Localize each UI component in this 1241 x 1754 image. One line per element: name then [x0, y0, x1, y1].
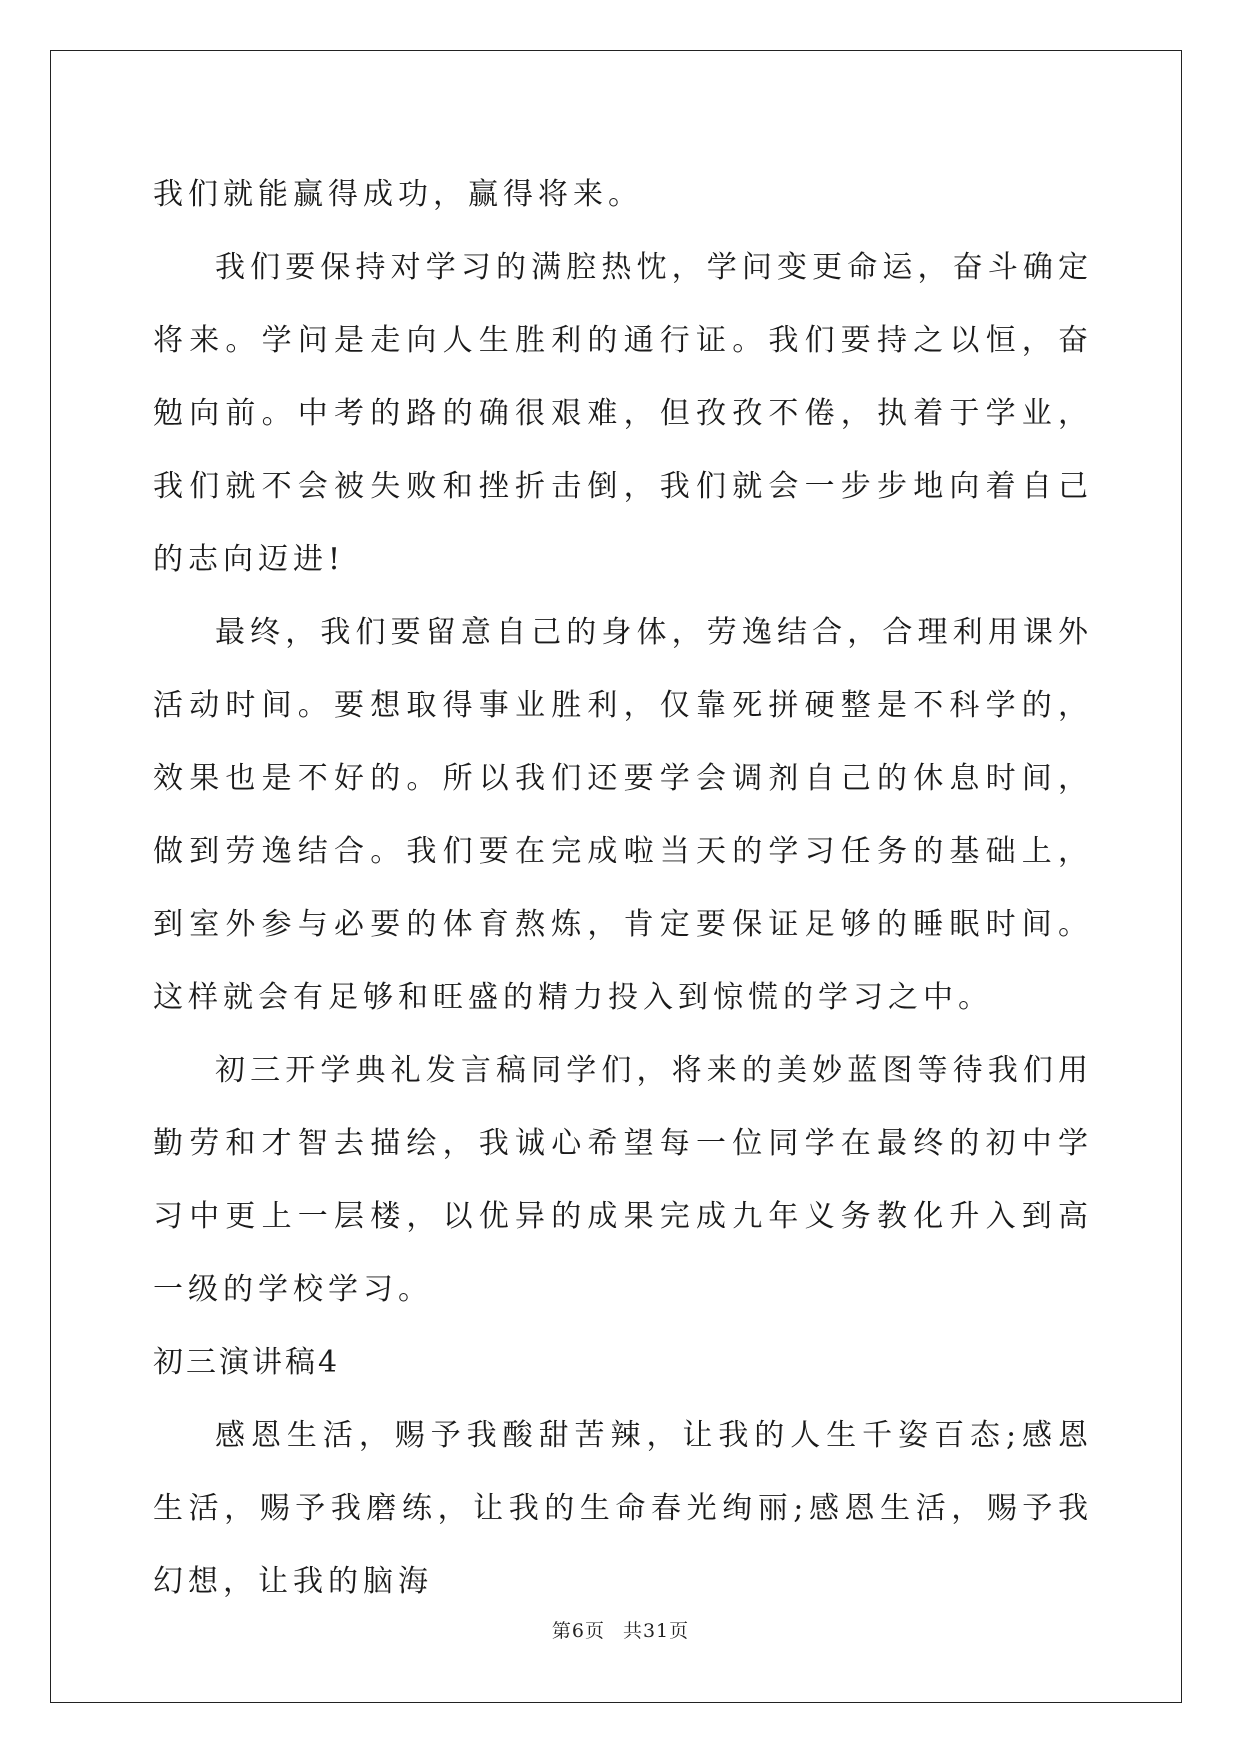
page-number: 第6页	[551, 1620, 605, 1642]
paragraph-5: 感恩生活，赐予我酸甜苦辣，让我的人生千姿百态;感恩生活，赐予我磨练，让我的生命春光绚丽;感恩生活，赐予我幻想，让我的脑海	[153, 1418, 1093, 1599]
paragraph-3: 最终，我们要留意自己的身体，劳逸结合，合理利用课外活动时间。要想取得事业胜利，仅靠死拼硬整是不科学的，效果也是不好的。所以我们还要学会调剂自己的休息时间，做到劳逸结合。我们要在完成啦当天的学习任务的基础上，到室外参与必要的体育熬炼，肯定要保证足够的睡眠时间。这样就会有足够和旺盛的精力投入到惊慌的学习之中。	[153, 615, 1093, 1015]
paragraph-1: 我们就能赢得成功，赢得将来。	[153, 177, 643, 212]
document-body	[153, 158, 1093, 1618]
page-total: 共31页	[622, 1620, 690, 1642]
section-heading: 初三演讲稿4	[153, 1345, 341, 1380]
paragraph-4: 初三开学典礼发言稿同学们，将来的美妙蓝图等待我们用勤劳和才智去描绘，我诚心希望每一位同学在最终的初中学习中更上一层楼，以优异的成果完成九年义务教化升入到高一级的学校学习。	[153, 1053, 1093, 1307]
page-footer	[0, 1616, 1241, 1643]
paragraph-2: 我们要保持对学习的满腔热忱，学问变更命运，奋斗确定将来。学问是走向人生胜利的通行证。我们要持之以恒，奋勉向前。中考的路的确很艰难，但孜孜不倦，执着于学业，我们就不会被失败和挫折击倒，我们就会一步步地向着自己的志向迈进!	[153, 250, 1093, 577]
